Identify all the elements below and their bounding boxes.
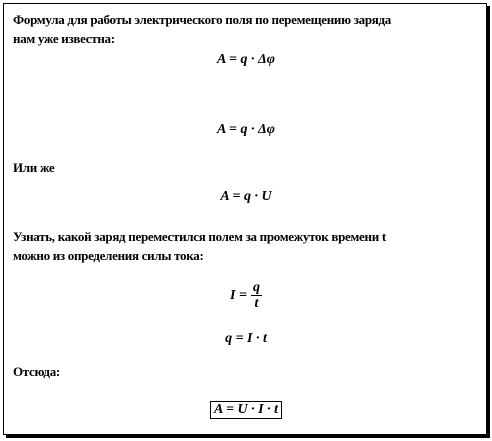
- find-line-1: Узнать, какой заряд переместился полем за промежуток времени t: [13, 229, 386, 244]
- formula-work-potential-1: A = q · Δφ: [216, 52, 275, 67]
- fraction-numerator: q: [252, 280, 260, 295]
- find-line-2: можно из определения силы тока:: [13, 248, 204, 263]
- formula-current-definition: [4, 280, 488, 311]
- fraction: [251, 280, 262, 311]
- formula-work-potential-2: A = q · Δφ: [216, 122, 275, 137]
- final-formula-container: [4, 401, 488, 419]
- fraction-denominator: t: [254, 296, 259, 311]
- document-frame: [3, 3, 487, 435]
- final-formula-box: A = U · I · t: [210, 401, 282, 419]
- hence-text: Отсюда:: [13, 364, 60, 379]
- formula-work-voltage: A = q · U: [220, 189, 272, 204]
- or-text: Или же: [13, 160, 55, 175]
- fraction-lhs: I =: [230, 287, 247, 303]
- intro-line-2: нам уже известна:: [13, 31, 115, 46]
- intro-line-1: Формула для работы электрического поля по перемещению заряда: [13, 12, 391, 27]
- formula-charge: q = I · t: [225, 331, 267, 346]
